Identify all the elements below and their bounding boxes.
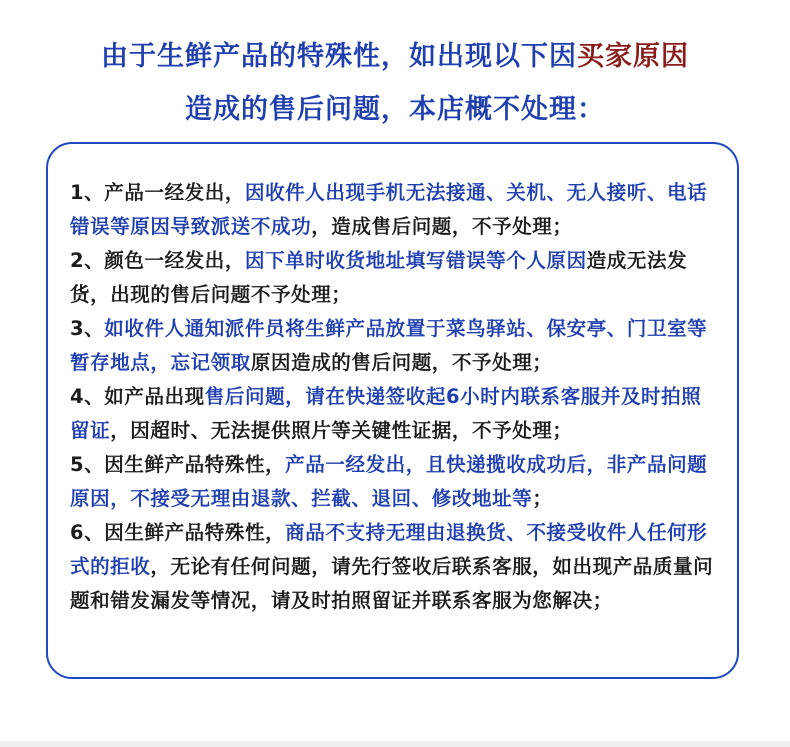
rule-item-2 <box>70 244 720 312</box>
rule-1-lead: 1、产品一经发出， <box>70 181 245 204</box>
rules-list <box>70 176 720 618</box>
rule-3-highlight: 如收件人通知派件员将生鲜产品放置于菜鸟驿站、保安亭、门卫室等暂存地点，忘记领取 <box>70 317 708 374</box>
rule-item-1 <box>70 176 720 244</box>
rule-5-tail: ； <box>532 487 553 510</box>
rule-4-highlight: 售后问题，请在快递签收起6小时内联系客服并及时拍照留证 <box>70 385 702 442</box>
rule-item-4 <box>70 380 720 448</box>
rule-4-lead: 4、如产品出现 <box>70 385 205 408</box>
rule-1-tail: ，造成售后问题，不予处理； <box>311 215 573 238</box>
bottom-divider <box>0 741 790 747</box>
rule-1-highlight: 因收件人出现手机无法接通、关机、无人接听、电话错误等原因导致派送不成功 <box>70 181 708 238</box>
rule-6-lead: 6、因生鲜产品特殊性， <box>70 521 286 544</box>
rule-5-highlight: 产品一经发出，且快递揽收成功后，非产品问题原因，不接受无理由退款、拦截、退回、修改地址等 <box>70 453 708 510</box>
rule-item-6 <box>70 516 720 618</box>
rule-3-lead: 3、 <box>70 317 105 340</box>
rule-4-tail: ，因超时、无法提供照片等关键性证据，不予处理； <box>110 419 573 442</box>
rule-6-highlight: 商品不支持无理由退换货、不接受收件人任何形式的拒收 <box>70 521 708 578</box>
rule-5-lead: 5、因生鲜产品特殊性， <box>70 453 286 476</box>
rule-2-tail: 造成无法发货，出现的售后问题不予处理； <box>70 249 688 306</box>
rule-6-tail: ，无论有任何问题，请先行签收后联系客服，如出现产品质量问题和错发漏发等情况，请及时拍照留证并联系客服为您解决； <box>70 555 714 612</box>
title-accent-text: 买家原因 <box>577 41 689 72</box>
rule-item-3 <box>70 312 720 380</box>
rule-2-lead: 2、颜色一经发出， <box>70 249 245 272</box>
page-title <box>0 34 790 73</box>
rule-item-5 <box>70 448 720 516</box>
rule-2-highlight: 因下单时收货地址填写错误等个人原因 <box>244 249 587 272</box>
rule-3-tail: 原因造成的售后问题，不予处理； <box>250 351 553 374</box>
page-subtitle: 造成的售后问题，本店概不处理： <box>185 94 605 125</box>
title-line-1-text: 由于生鲜产品的特殊性，如出现以下因 <box>101 41 577 72</box>
